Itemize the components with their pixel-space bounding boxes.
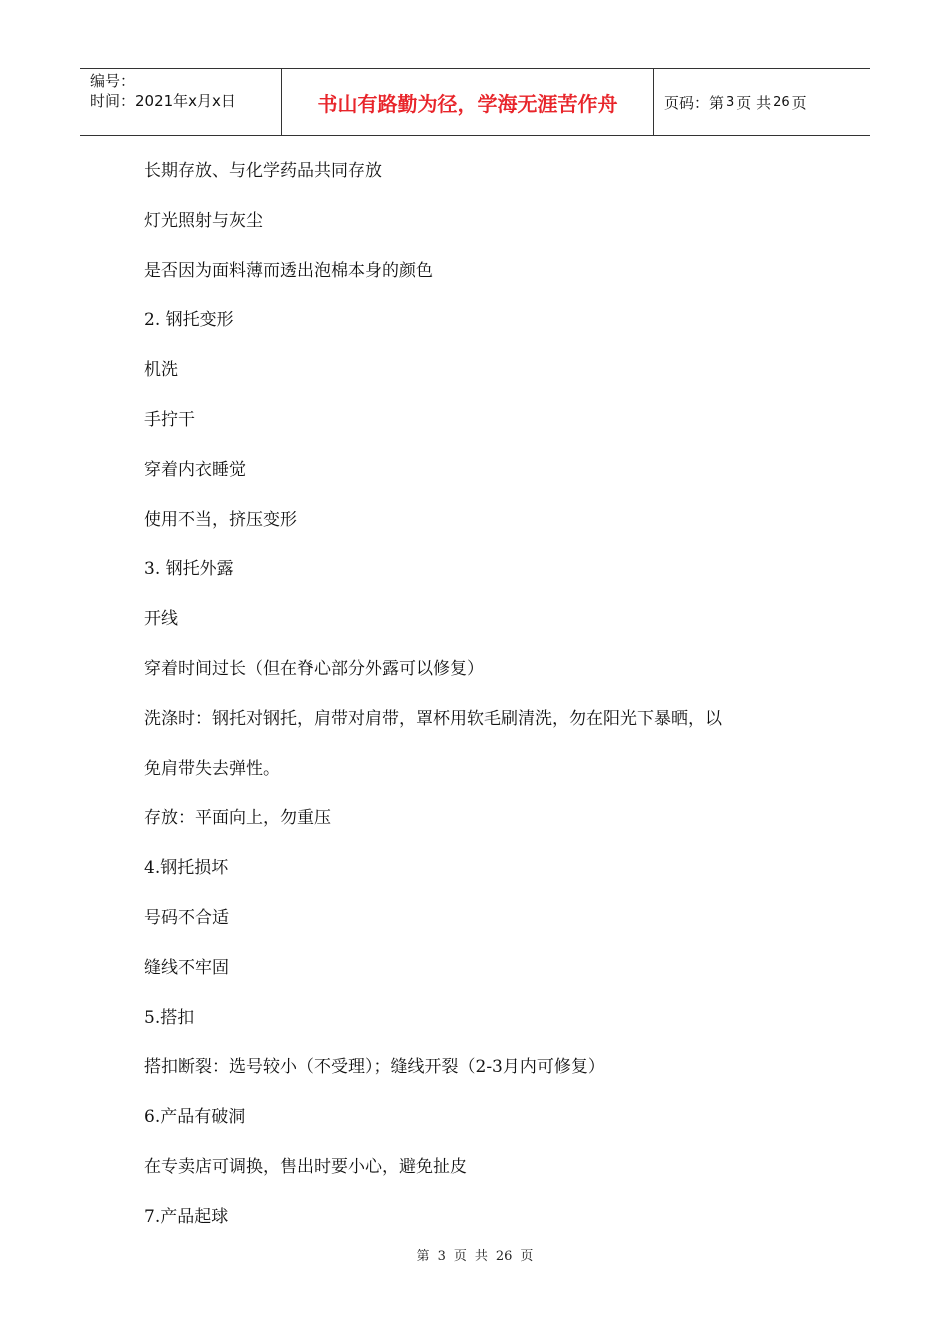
page-footer [0,1245,950,1264]
header-page-number [654,69,870,135]
page-prefix: 页码：第 [664,93,725,112]
section-heading: 4.钢托损坏 [144,858,229,879]
footer-page-total: 26 [495,1249,513,1264]
page-current: 3 [726,94,735,110]
section-heading: 6.产品有破洞 [144,1107,246,1128]
body-line: 是否因为面料薄而透出泡棉本身的颜色 [144,260,433,281]
footer-word: 第 [416,1249,430,1264]
body-line: 长期存放、与化学药品共同存放 [144,161,382,181]
section-heading: 5.搭扣 [144,1007,195,1028]
body-line: 搭扣断裂：选号较小（不受理）；缝线开裂（2-3月内可修复） [144,1057,605,1078]
page-mid: 页 共 [736,93,772,112]
page-suffix: 页 [791,93,807,112]
header-meta [80,69,282,135]
body-line: 缝线不牢固 [144,957,229,978]
document-body [144,155,844,1251]
body-line: 洗涤时：钢托对钢托，肩带对肩带，罩杯用软毛刷清洗，勿在阳光下暴晒，以 [144,708,722,729]
body-line: 在专卖店可调换，售出时要小心，避免扯皮 [144,1156,467,1177]
document-time-label: 时间：2021年x月x日 [90,92,236,110]
body-line: 灯光照射与灰尘 [144,210,263,231]
footer-page-current: 3 [437,1249,446,1264]
section-heading: 7.产品起球 [144,1206,229,1227]
body-line: 机洗 [144,360,178,381]
document-number-label: 编号： [90,72,136,90]
section-heading: 2. 钢托变形 [144,310,234,331]
header-motto: 书山有路勤为径，学海无涯苦作舟 [282,69,654,135]
body-line: 使用不当，挤压变形 [144,509,297,530]
body-line: 穿着时间过长（但在脊心部分外露可以修复） [144,658,484,679]
section-heading: 3. 钢托外露 [144,559,234,580]
footer-word: 共 [474,1249,488,1264]
body-line: 开线 [144,609,178,630]
body-line: 免肩带失去弹性。 [144,758,280,779]
body-line: 穿着内衣睡觉 [144,459,246,480]
body-line: 存放：平面向上，勿重压 [144,808,331,829]
page-total: 26 [773,94,790,110]
body-line: 手拧干 [144,409,195,430]
page-header [80,68,870,136]
body-line: 号码不合适 [144,907,229,928]
footer-word: 页 [520,1249,534,1264]
footer-word: 页 [453,1249,467,1264]
